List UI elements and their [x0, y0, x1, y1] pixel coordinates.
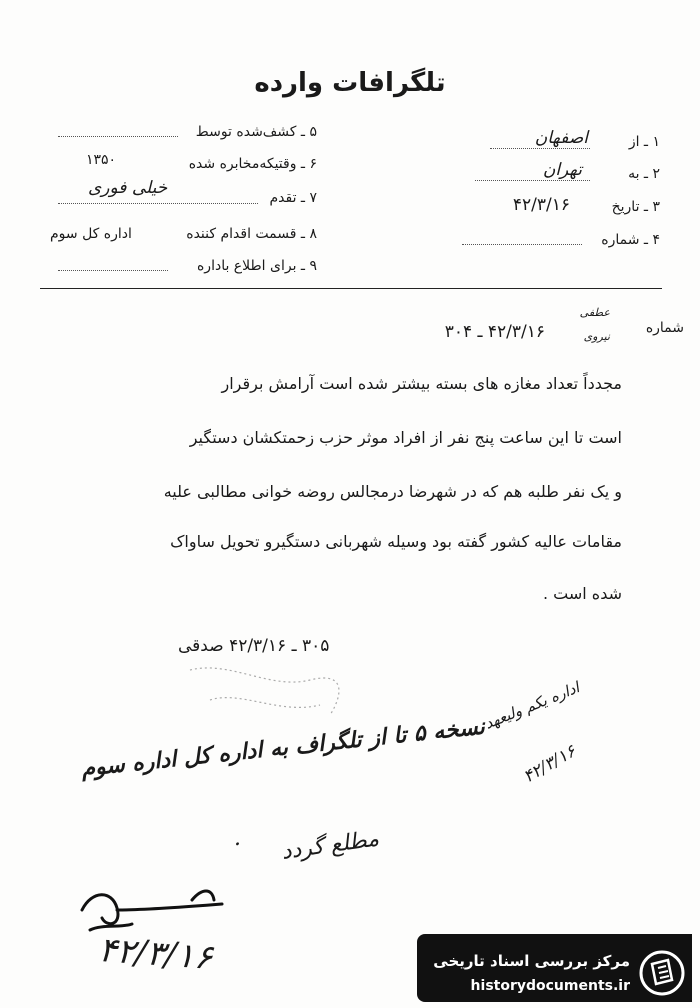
field-to-label: ۲ ـ به [628, 166, 660, 182]
archive-logo-icon [638, 950, 686, 996]
field-action-value: اداره کل سوم [50, 226, 132, 242]
body-line-4: مقامات عالیه کشور گفته بود وسیله شهربانی دستگیرو تحویل ساواک [170, 532, 622, 551]
header-divider [40, 288, 662, 289]
field-to-value: تهران [542, 160, 582, 180]
handwritten-note-right: اداره یکم ولیعهد [482, 678, 582, 733]
field-priority-value: خیلی فوری [88, 178, 168, 198]
field-to-dots [475, 180, 590, 181]
field-action-label: ۸ ـ قسمت اقدام کننده [186, 226, 317, 242]
ref-label: شماره [645, 320, 684, 336]
body-line-3: و یک نفر طلبه هم که در شهرضا درمجالس روضه خوانی مطالبی علیه [163, 482, 622, 501]
body-line-5: شده است . [542, 584, 622, 603]
document-title: تلگرافات وارده [254, 68, 446, 98]
ref-name-2: نیروی [583, 330, 610, 343]
archive-url: historydocuments.ir [470, 978, 630, 994]
field-priority-label: ۷ ـ تقدم [269, 190, 317, 206]
handwritten-dot: . [234, 826, 241, 851]
handwritten-date-right: ۴۲/۳/۱۶ [520, 741, 580, 788]
field-decoded-dots [58, 136, 178, 137]
faint-scribble [180, 660, 350, 720]
field-priority-dots [58, 203, 258, 204]
archive-org-name: مرکز بررسی اسناد تاریخی [433, 952, 630, 970]
signature-date: ۴۲/۳/۱۶ [97, 930, 214, 978]
field-number-label: ۴ ـ شماره [601, 232, 660, 248]
field-decoded-label: ۵ ـ کشف‌شده توسط [195, 124, 317, 140]
field-number-dots [462, 244, 582, 245]
field-info-label: ۹ ـ برای اطلاع باداره [196, 258, 317, 274]
body-line-2: است تا این ساعت پنج نفر از افراد موثر حزب زحمتکشان دستگیر [189, 428, 622, 447]
field-date-value: ۴۲/۳/۱۶ [512, 195, 570, 215]
field-date-label: ۳ ـ تاریخ [611, 199, 660, 215]
body-line-1: مجدداً تعداد مغازه های بسته بیشتر شده است آرامش برقرار [221, 374, 622, 393]
ref-number: ۴۲/۳/۱۶ ـ ۳۰۴ [444, 322, 545, 342]
field-from-label: ۱ ـ از [628, 134, 660, 150]
field-transmitted-value: ۱۳۵۰ [86, 152, 117, 168]
footer-ref: ۳۰۵ ـ ۴۲/۳/۱۶ صدقی [178, 636, 330, 656]
field-transmitted-label: ۶ ـ وقتیکه‌مخابره شده [188, 156, 317, 172]
field-from-dots [490, 148, 590, 149]
field-from-value: اصفهان [534, 128, 588, 148]
handwritten-note-sub: مطلع گردد [280, 826, 381, 865]
field-info-dots [58, 270, 168, 271]
ref-name-1: عطفی [579, 306, 610, 319]
handwritten-note-main: نسخه ۵ تا از تلگراف به اداره کل اداره سوم [80, 713, 486, 782]
